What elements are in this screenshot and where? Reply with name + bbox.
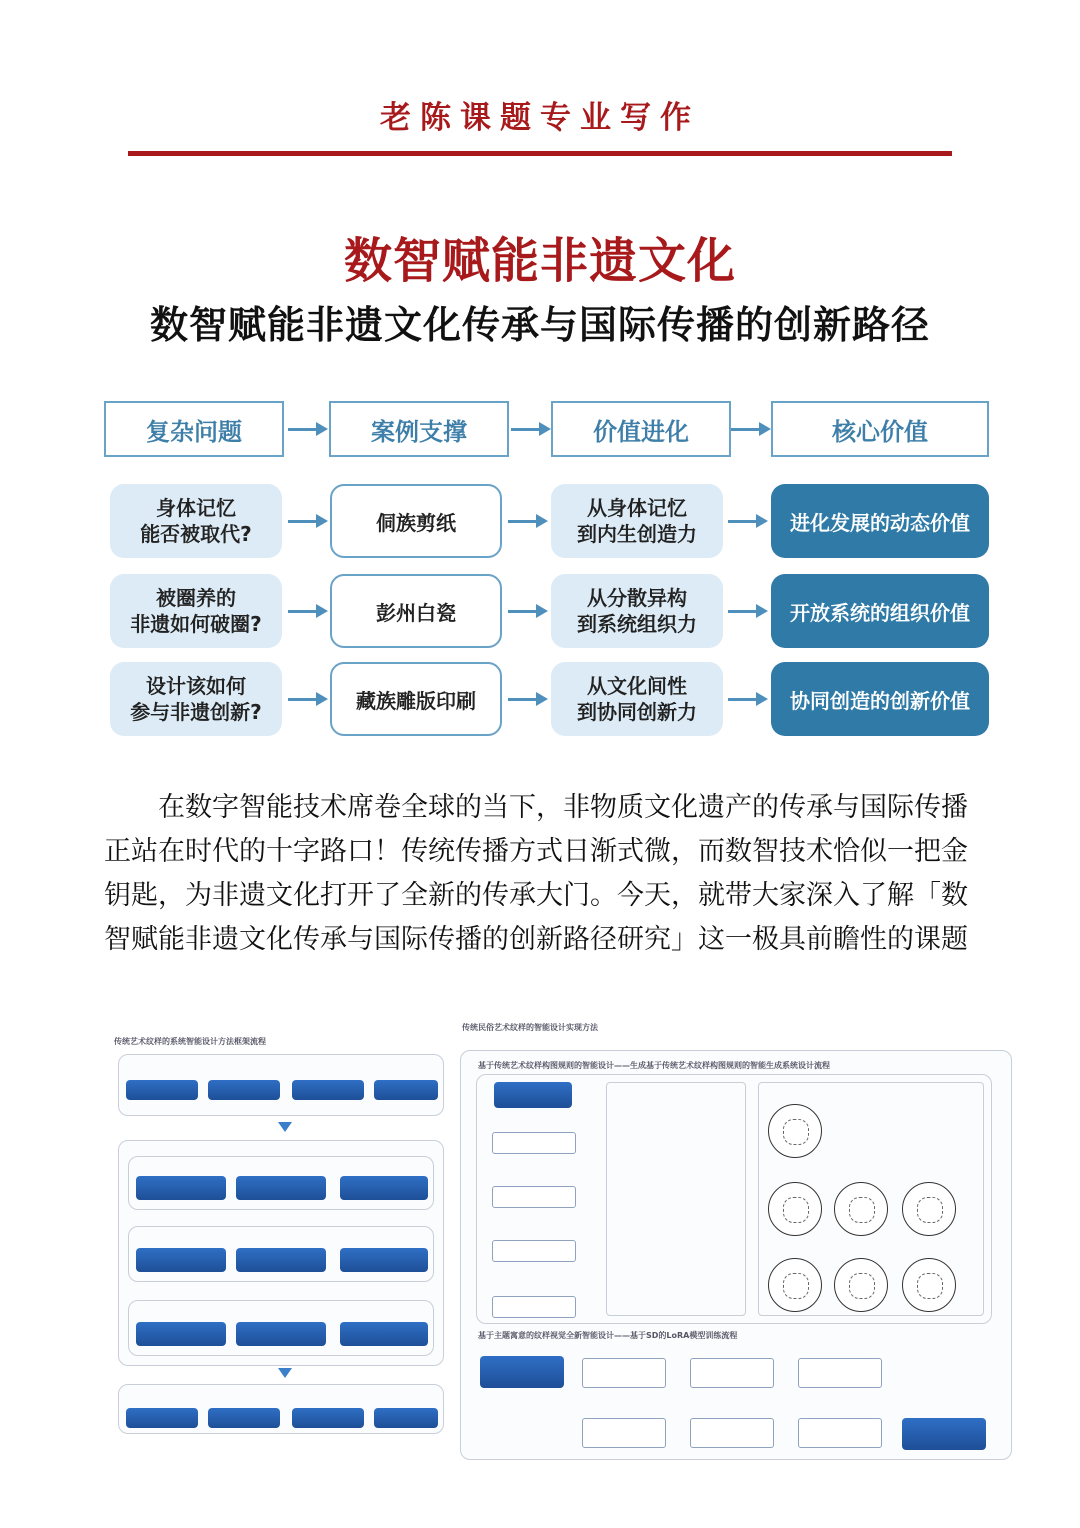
pattern-circle-icon [768, 1182, 822, 1236]
figure-bar [136, 1322, 226, 1346]
evolution-box [551, 574, 723, 648]
arrow-down-icon [278, 1368, 292, 1378]
question-box [110, 484, 282, 558]
core-value-box: 开放系统的组织价值 [771, 574, 989, 648]
figure-right-title: 传统民俗艺术纹样的智能设计实现方法 [462, 1023, 598, 1032]
figure-bar [374, 1080, 438, 1100]
arrow-icon [508, 604, 548, 618]
figure-step [690, 1418, 774, 1448]
case-box: 彭州白瓷 [330, 574, 502, 648]
page-subtitle: 数智赋能非遗文化传承与国际传播的创新路径 [149, 303, 930, 347]
figure-bar [340, 1248, 428, 1272]
evolution-line: 到系统组织力 [577, 612, 697, 636]
arrow-icon [288, 604, 328, 618]
evolution-line: 从身体记忆 [587, 496, 687, 520]
intro-text: 在数字智能技术席卷全球的当下，非物质文化遗产的传承与国际传播正站在时代的十字路口！传统传播方式日渐式微，而数智技术恰似一把金钥匙，为非遗文化打开了全新的传承大门。今天，就带大家深入了解「数智赋能非遗文化传承与国际传播的创新路径研究」这一极具前瞻性的课题 [104, 792, 968, 955]
figure-bar [126, 1080, 198, 1100]
figure-bar [374, 1408, 438, 1428]
question-line: 参与非遗创新? [130, 700, 262, 724]
evolution-box [551, 484, 723, 558]
figure-bar [136, 1248, 226, 1272]
pattern-circle-icon [834, 1182, 888, 1236]
figure-bar [494, 1082, 572, 1108]
question-box [110, 574, 282, 648]
figure-step [798, 1358, 882, 1388]
figure-bar [236, 1176, 326, 1200]
brand-divider [128, 151, 952, 156]
case-box: 藏族雕版印刷 [330, 662, 502, 736]
figure-step [492, 1296, 576, 1318]
arrow-icon [288, 514, 328, 528]
figure-left-title: 传统艺术纹样的系统智能设计方法框架流程 [114, 1037, 266, 1046]
case-box: 侗族剪纸 [330, 484, 502, 558]
figure-step [582, 1358, 666, 1388]
question-line: 被圈养的 [156, 586, 236, 610]
question-line: 身体记忆 [156, 496, 236, 520]
core-value-box: 进化发展的动态价值 [771, 484, 989, 558]
question-line: 非遗如何破圈? [130, 612, 262, 636]
figure-bar [236, 1322, 326, 1346]
arrow-icon [728, 514, 768, 528]
figure-step [690, 1358, 774, 1388]
evolution-line: 从文化间性 [587, 674, 687, 698]
figure-sketch-area [606, 1082, 746, 1316]
evolution-line: 到内生创造力 [577, 522, 697, 546]
figure-right-subtitle: 基于主题寓意的纹样视觉全新智能设计——基于SD的LoRA模型训练流程 [478, 1331, 738, 1340]
arrow-down-icon [278, 1122, 292, 1132]
evolution-line: 到协同创新力 [577, 700, 697, 724]
figure-right-subtitle: 基于传统艺术纹样构图规则的智能设计——生成基于传统艺术纹样构图规则的智能生成系统设计流程 [478, 1061, 830, 1070]
header-core-value: 核心价值 [771, 401, 989, 457]
arrow-icon [731, 422, 771, 436]
arrow-icon [508, 692, 548, 706]
figure-bar [126, 1408, 198, 1428]
evolution-box [551, 662, 723, 736]
question-line: 能否被取代? [140, 522, 252, 546]
figure-bar [340, 1322, 428, 1346]
figure-step [492, 1240, 576, 1262]
figure-bar [480, 1356, 564, 1388]
pattern-circle-icon [834, 1258, 888, 1312]
question-box [110, 662, 282, 736]
pattern-circle-icon [768, 1258, 822, 1312]
arrow-icon [288, 422, 328, 436]
brand-title: 老陈课题专业写作 [380, 100, 700, 136]
arrow-icon [288, 692, 328, 706]
figure-step [798, 1418, 882, 1448]
figure-bar [292, 1080, 364, 1100]
pattern-circle-icon [902, 1182, 956, 1236]
figure-step [492, 1132, 576, 1154]
question-line: 设计该如何 [146, 674, 246, 698]
figure-bar [902, 1418, 986, 1450]
header-complex-problem: 复杂问题 [104, 401, 284, 457]
figure-bar [208, 1408, 280, 1428]
figure-bar [340, 1176, 428, 1200]
arrow-icon [511, 422, 551, 436]
figure-step [582, 1418, 666, 1448]
arrow-icon [508, 514, 548, 528]
pattern-circle-icon [902, 1258, 956, 1312]
figure-bar [208, 1080, 280, 1100]
figure-bar [236, 1248, 326, 1272]
framework-figure [106, 1010, 1026, 1462]
header-value-evolution: 价值进化 [551, 401, 731, 457]
arrow-icon [728, 604, 768, 618]
pattern-circle-icon [768, 1104, 822, 1158]
figure-bar [292, 1408, 364, 1428]
intro-paragraph [104, 786, 994, 962]
figure-bar [136, 1176, 226, 1200]
header-case-support: 案例支撑 [329, 401, 509, 457]
figure-step [492, 1186, 576, 1208]
evolution-line: 从分散异构 [587, 586, 687, 610]
arrow-icon [728, 692, 768, 706]
core-value-box: 协同创造的创新价值 [771, 662, 989, 736]
page-title: 数智赋能非遗文化 [343, 233, 736, 289]
